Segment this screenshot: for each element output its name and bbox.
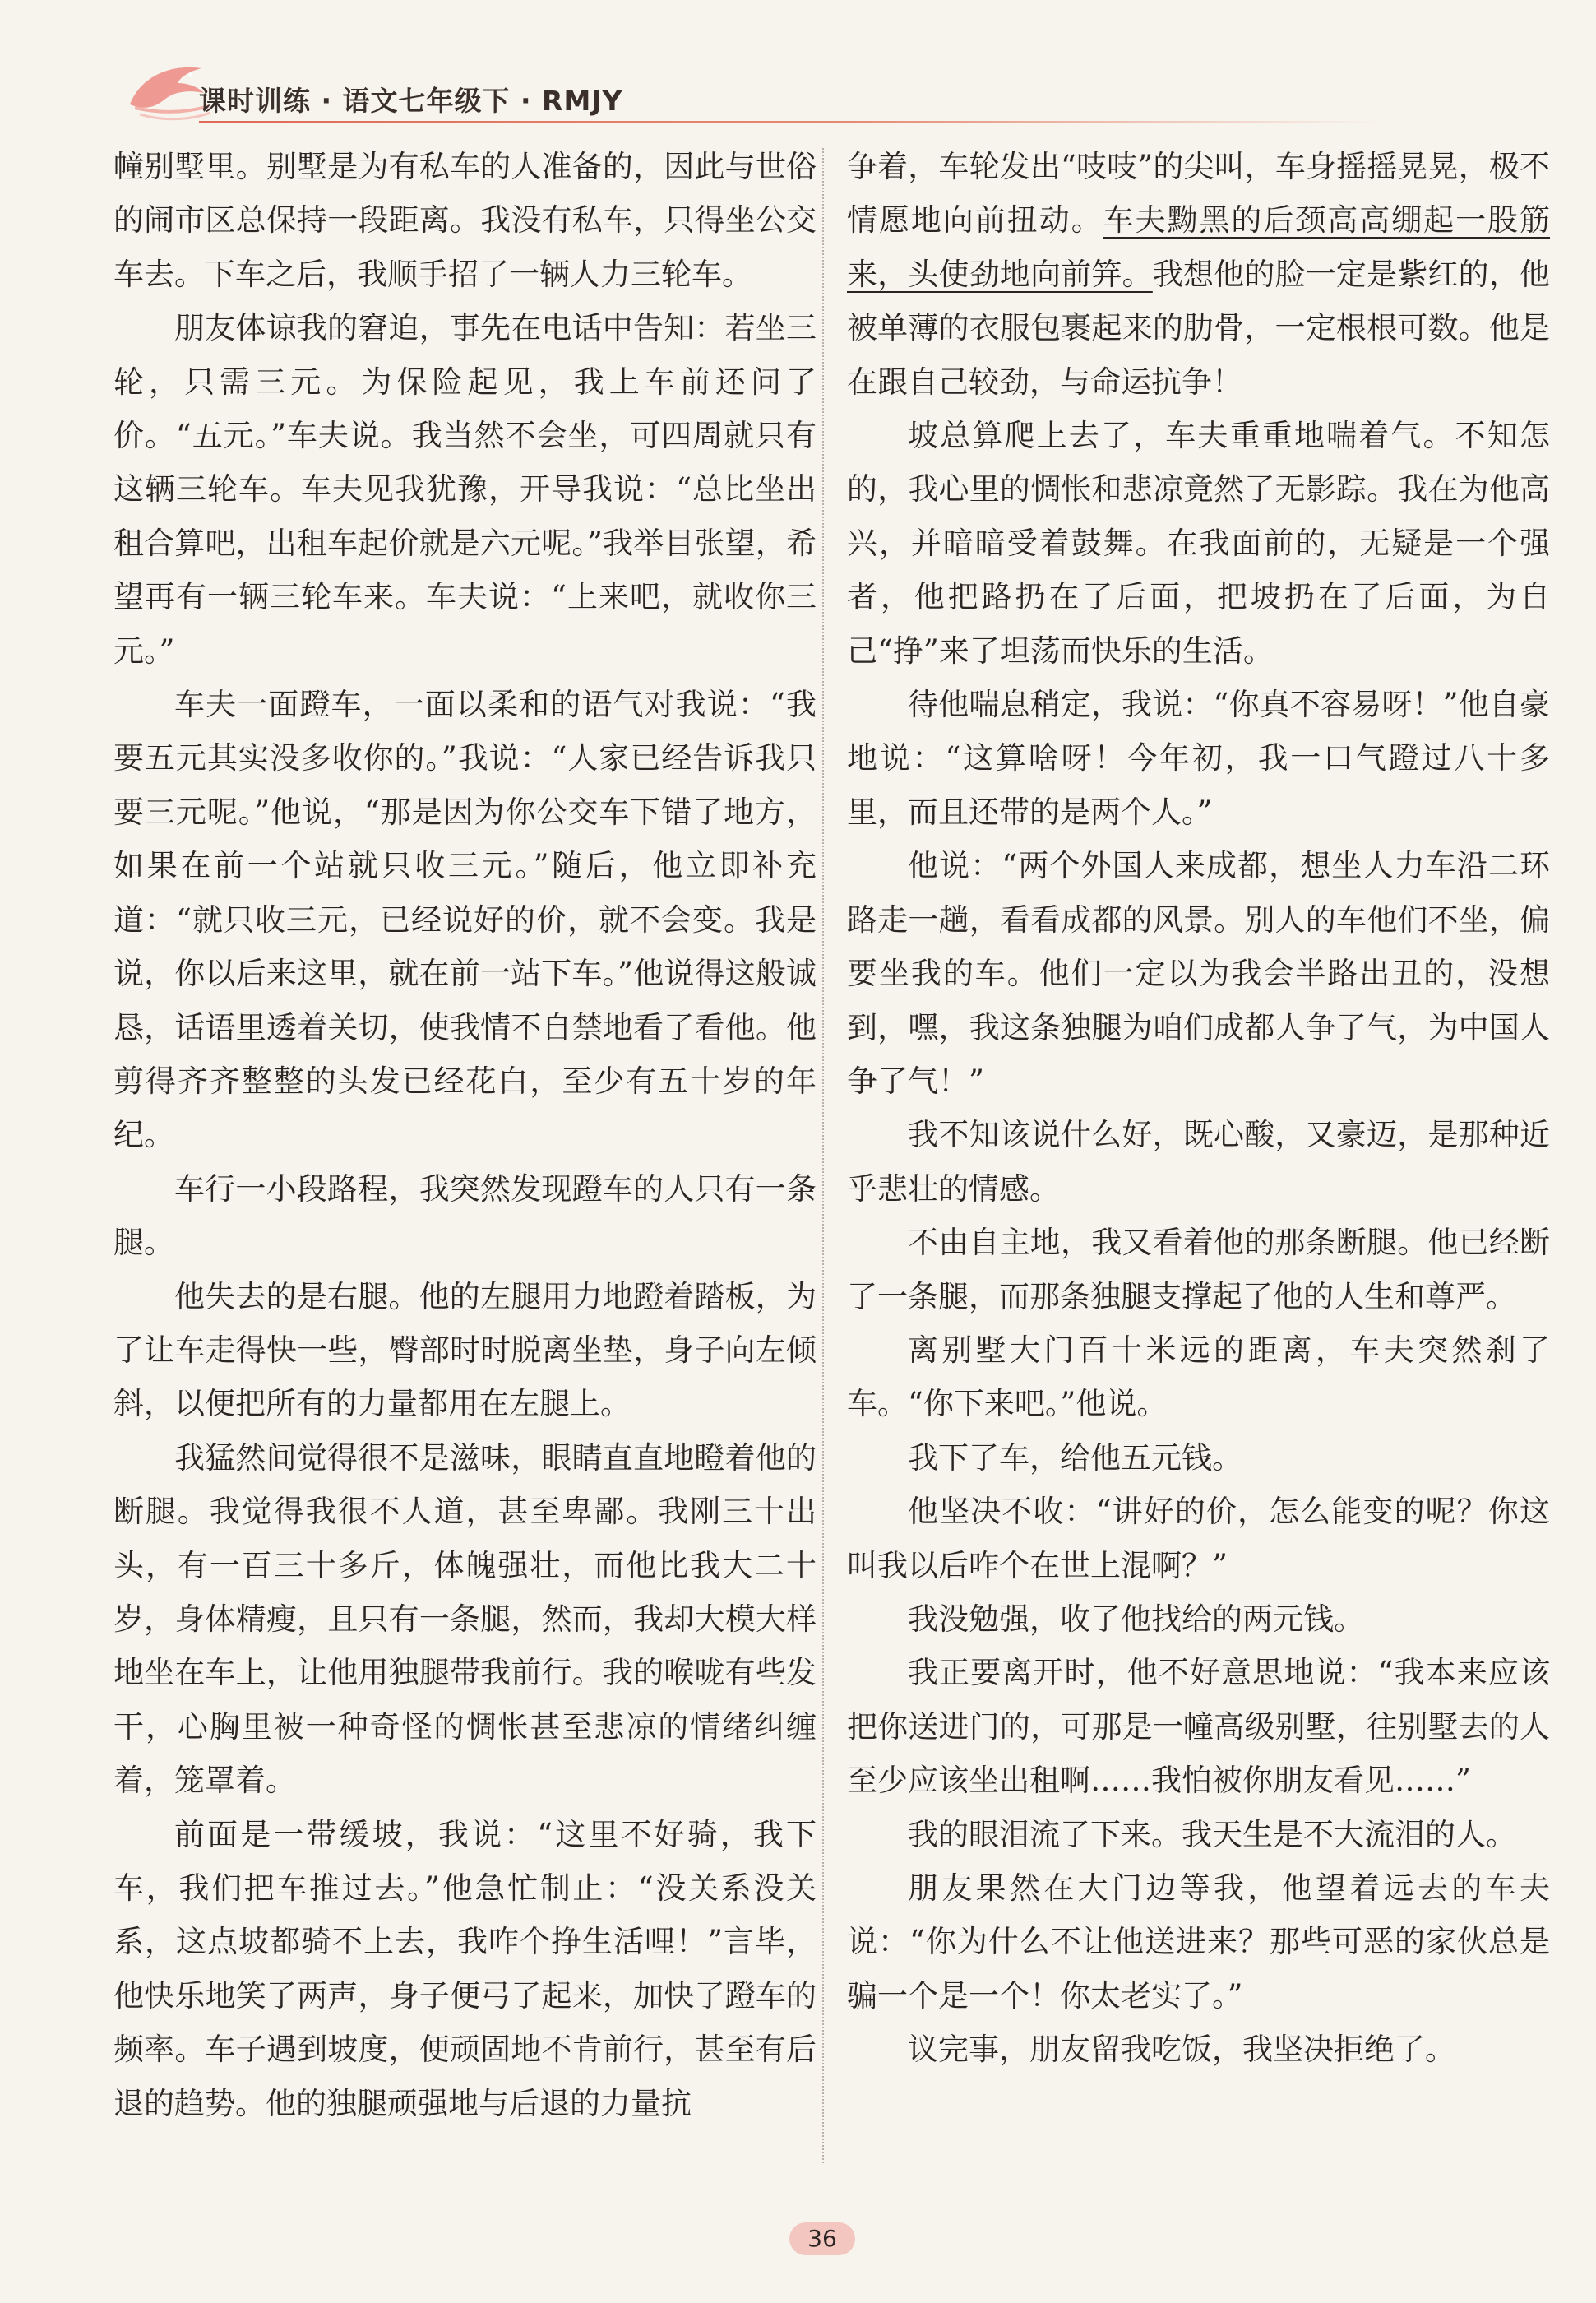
paragraph: 车行一小段路程，我突然发现蹬车的人只有一条腿。 — [113, 1170, 817, 1261]
paragraph: 朋友果然在大门边等我，他望着远去的车夫说：“你为什么不让他送进来？那些可恶的家伙总是骗一个是一个！你太老实了。” — [847, 1870, 1550, 2013]
header-title: 课时训练 · 语文七年级下 · RMJY — [199, 85, 623, 117]
paragraph: 他失去的是右腿。他的左腿用力地蹬着踏板，为了让车走得快一些，臀部时时脱离坐垫，身子向左倾斜，以便把所有的力量都用在左腿上。 — [113, 1278, 817, 1422]
paragraph: 我不知该说什么好，既心酸，又豪迈，是那种近乎悲壮的情感。 — [847, 1117, 1550, 1207]
paragraph: 离别墅大门百十米远的距离，车夫突然刹了车。“你下来吧。”他说。 — [847, 1332, 1550, 1422]
paragraph-text: 争着，车轮发出“吱吱”的尖叫，车身摇摇晃晃，极不情愿地向前扭动。 — [847, 149, 1550, 239]
paragraph: 他说：“两个外国人来成都，想坐人力车沿二环路走一趟，看看成都的风景。别人的车他们不坐，偏要坐我的车。他们一定以为我会半路出丑的，没想到，嘿，我这条独腿为咱们成都人争了气，为中国人争了气！” — [847, 848, 1550, 1099]
paragraph: 待他喘息稍定，我说：“你真不容易呀！”他自豪地说：“这算啥呀！今年初，我一口气蹬过八十多里，而且还带的是两个人。” — [847, 687, 1550, 830]
page-header — [123, 45, 1521, 127]
paragraph: 车夫一面蹬车，一面以柔和的语气对我说：“我要五元其实没多收你的。”我说：“人家已经告诉我只要三元呢。”他说，“那是因为你公交车下错了地方，如果在前一个站就只收三元。”随后，他立即补充道：“就只收三元，已经说好的价，就不会变。我是说，你以后来这里，就在前一站下车。”他说得这般诚恳，话语里透着关切，使我情不自禁地看了看他。他剪得齐齐整整的头发已经花白，至少有五十岁的年纪。 — [113, 687, 817, 1153]
page-number: 36 — [789, 2222, 855, 2255]
paragraph: 议完事，朋友留我吃饭，我坚决拒绝了。 — [908, 2032, 1455, 2068]
column-divider — [822, 148, 824, 2163]
paragraph: 他坚决不收：“讲好的价，怎么能变的呢？你这叫我以后咋个在世上混啊？” — [847, 1494, 1550, 1583]
paragraph: 我正要离开时，他不好意思地说：“我本来应该把你送进门的，可那是一幢高级别墅，往别墅去的人至少应该坐出租啊……我怕被你朋友看见……” — [847, 1655, 1550, 1799]
paragraph: 朋友体谅我的窘迫，事先在电话中告知：若坐三轮，只需三元。为保险起见，我上车前还问了价。“五元。”车夫说。我当然不会坐，可四周就只有这辆三轮车。车夫见我犹豫，开导我说：“总比坐出租合算吧，出租车起价就是六元呢。”我举目张望，希望再有一辆三轮车来。车夫说：“上来吧，就收你三元。” — [113, 310, 817, 669]
paragraph: 我的眼泪流了下来。我天生是不大流泪的人。 — [908, 1816, 1516, 1852]
right-column — [847, 140, 1550, 2077]
header-rule — [199, 121, 1383, 123]
left-column — [113, 140, 817, 2130]
paragraph: 前面是一带缓坡，我说：“这里不好骑，我下车，我们把车推过去。”他急忙制止：“没关系没关系，这点坡都骑不上去，我咋个挣生活哩！”言毕，他快乐地笑了两声，身子便弓了起来，加快了蹬车的频率。车子遇到坡度，便顽固地不肯前行，甚至有后退的趋势。他的独腿顽强地与后退的力量抗 — [113, 1816, 817, 2121]
paragraph: 我没勉强，收了他找给的两元钱。 — [908, 1601, 1364, 1637]
paragraph — [847, 140, 1550, 409]
paragraph: 幢别墅里。别墅是为有私车的人准备的，因此与世俗的闹市区总保持一段距离。我没有私车，只得坐公交车去。下车之后，我顺手招了一辆人力三轮车。 — [113, 149, 817, 292]
paragraph-text: 我想他的脸一定是紫红的，他被单薄的衣服包裹起来的肋骨，一定根根可数。他是在跟自己较劲，与命运抗争！ — [847, 256, 1551, 400]
paragraph: 我下了车，给他五元钱。 — [908, 1439, 1242, 1476]
paragraph: 不由自主地，我又看着他的那条断腿。他已经断了一条腿，而那条独腿支撑起了他的人生和尊严。 — [847, 1225, 1550, 1314]
paragraph: 坡总算爬上去了，车夫重重地喘着气。不知怎的，我心里的惆怅和悲凉竟然了无影踪。我在为他高兴，并暗暗受着鼓舞。在我面前的，无疑是一个强者，他把路扔在了后面，把坡扔在了后面，为自己“挣”来了坦荡而快乐的生活。 — [847, 418, 1550, 669]
underlined-sentence: 车夫黝黑的后颈高高绷起一股筋来，头使劲地向前笄。 — [847, 202, 1551, 292]
paragraph: 我猛然间觉得很不是滋味，眼睛直直地瞪着他的断腿。我觉得我很不人道，甚至卑鄙。我刚三十出头，有一百三十多斤，体魄强壮，而他比我大二十岁，身体精瘦，且只有一条腿，然而，我却大模大样地坐在车上，让他用独腿带我前行。我的喉咙有些发干，心胸里被一种奇怪的惆怅甚至悲凉的情绪纠缠着，笼罩着。 — [113, 1439, 817, 1799]
